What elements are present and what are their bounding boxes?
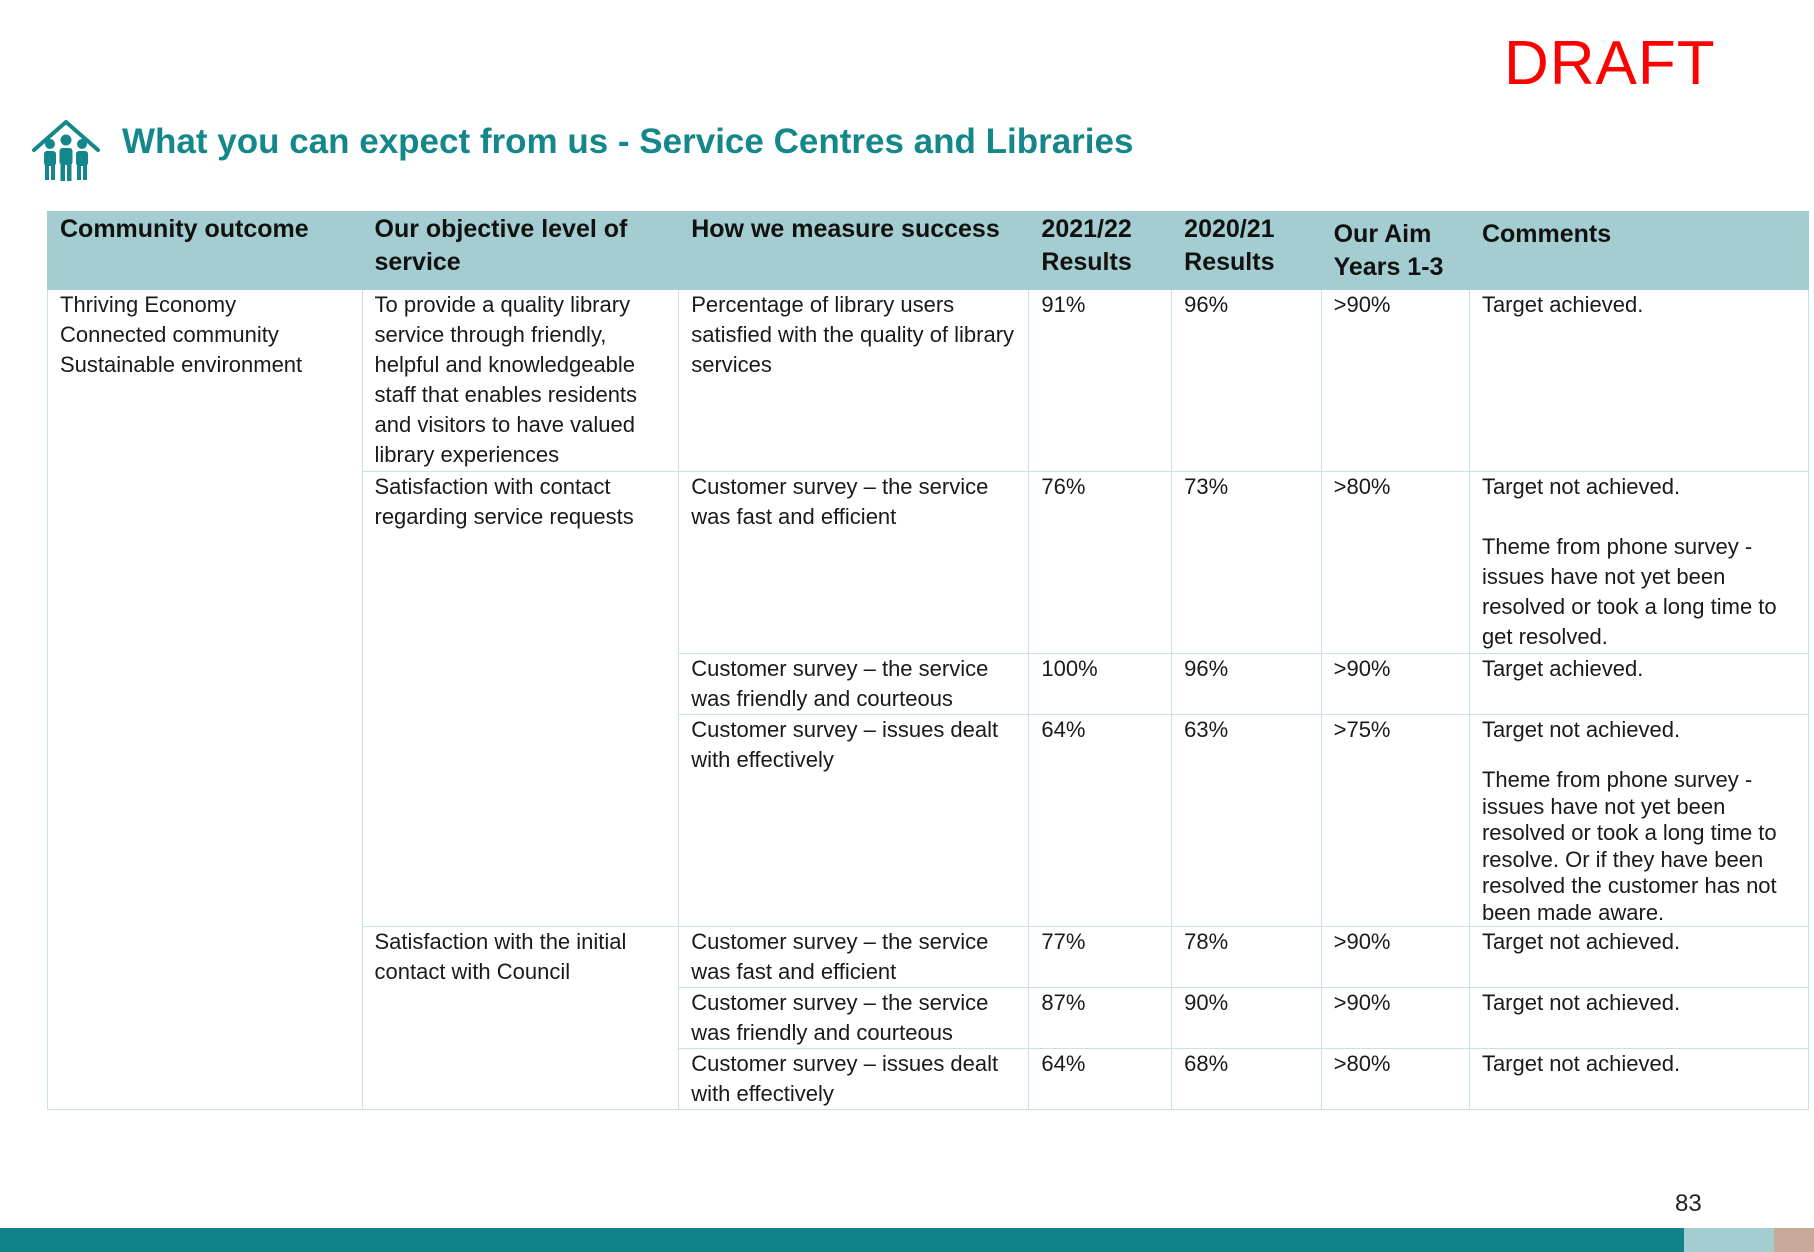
result-2021-22-cell: 100% [1029,654,1172,715]
outcome-item: Thriving Economy [60,292,237,317]
comment-cell [1469,1049,1808,1110]
table-row [48,290,1809,472]
aim-cell: >90% [1321,927,1469,988]
objective-cell: Satisfaction with the initial contact with Council [362,927,679,1110]
comment-cell [1469,290,1808,472]
result-2021-22-cell: 64% [1029,715,1172,927]
measure-cell: Customer survey – the service was fast and efficient [679,472,1029,654]
aim-cell: >80% [1321,472,1469,654]
service-levels-table [47,211,1809,1110]
people-house-icon [30,118,102,184]
page-title: What you can expect from us - Service Centres and Libraries [122,122,1134,161]
comment-status: Target achieved. [1481,656,1644,681]
draft-watermark: DRAFT [1504,29,1716,98]
comment-cell [1469,654,1808,715]
aim-cell: >90% [1321,654,1469,715]
measure-cell: Customer survey – the service was friendly and courteous [679,988,1029,1049]
header-2020-21-results: 2020/21 Results [1172,212,1321,290]
result-2020-21-cell: 96% [1172,290,1321,472]
header-our-aim: Our Aim Years 1-3 [1321,212,1469,290]
comment-status: Target not achieved. [1481,929,1681,954]
header-measure: How we measure success [679,212,1029,290]
footer-bar-tan [1774,1228,1814,1252]
footer-bar [0,1228,1814,1252]
result-2020-21-cell: 90% [1172,988,1321,1049]
result-2020-21-cell: 73% [1172,472,1321,654]
comment-detail: Theme from phone survey - issues have not yet been resolved or took a long time to resolve. Or if they have been resolved the customer has not been made aware. [1481,767,1777,925]
footer-bar-light [1684,1228,1774,1252]
aim-cell: >80% [1321,1049,1469,1110]
comment-status: Target not achieved. [1481,474,1681,499]
objective-cell: To provide a quality library service through friendly, helpful and knowledgeable staff that enables residents and visitors to have valued library experiences [362,290,679,472]
outcome-item: Sustainable environment [60,352,303,377]
header-objective: Our objective level of service [362,212,679,290]
comment-cell [1469,988,1808,1049]
aim-cell: >75% [1321,715,1469,927]
comment-cell [1469,472,1808,654]
objective-cell: Satisfaction with contact regarding service requests [362,472,679,927]
result-2020-21-cell: 96% [1172,654,1321,715]
comment-detail: Theme from phone survey - issues have not yet been resolved or took a long time to get resolved. [1481,534,1777,649]
header-comments: Comments [1469,212,1808,290]
footer-bar-teal [0,1228,1684,1252]
comment-status: Target achieved. [1481,292,1644,317]
comment-status: Target not achieved. [1481,717,1681,742]
measure-cell: Customer survey – issues dealt with effectively [679,715,1029,927]
header-2021-22-results: 2021/22 Results [1029,212,1172,290]
result-2020-21-cell: 63% [1172,715,1321,927]
measure-cell: Customer survey – the service was friendly and courteous [679,654,1029,715]
result-2021-22-cell: 91% [1029,290,1172,472]
aim-cell: >90% [1321,290,1469,472]
table-header-row [48,212,1809,290]
comment-cell [1469,715,1808,927]
outcome-item: Connected community [60,322,279,347]
result-2020-21-cell: 78% [1172,927,1321,988]
result-2021-22-cell: 64% [1029,1049,1172,1110]
result-2020-21-cell: 68% [1172,1049,1321,1110]
measure-cell: Percentage of library users satisfied with the quality of library services [679,290,1029,472]
community-outcome-cell [48,290,363,1110]
measure-cell: Customer survey – issues dealt with effectively [679,1049,1029,1110]
page-number: 83 [1675,1190,1702,1217]
result-2021-22-cell: 76% [1029,472,1172,654]
comment-status: Target not achieved. [1481,1051,1681,1076]
result-2021-22-cell: 87% [1029,988,1172,1049]
comment-status: Target not achieved. [1481,990,1681,1015]
measure-cell: Customer survey – the service was fast and efficient [679,927,1029,988]
result-2021-22-cell: 77% [1029,927,1172,988]
header-community-outcome: Community outcome [48,212,363,290]
aim-cell: >90% [1321,988,1469,1049]
comment-cell [1469,927,1808,988]
